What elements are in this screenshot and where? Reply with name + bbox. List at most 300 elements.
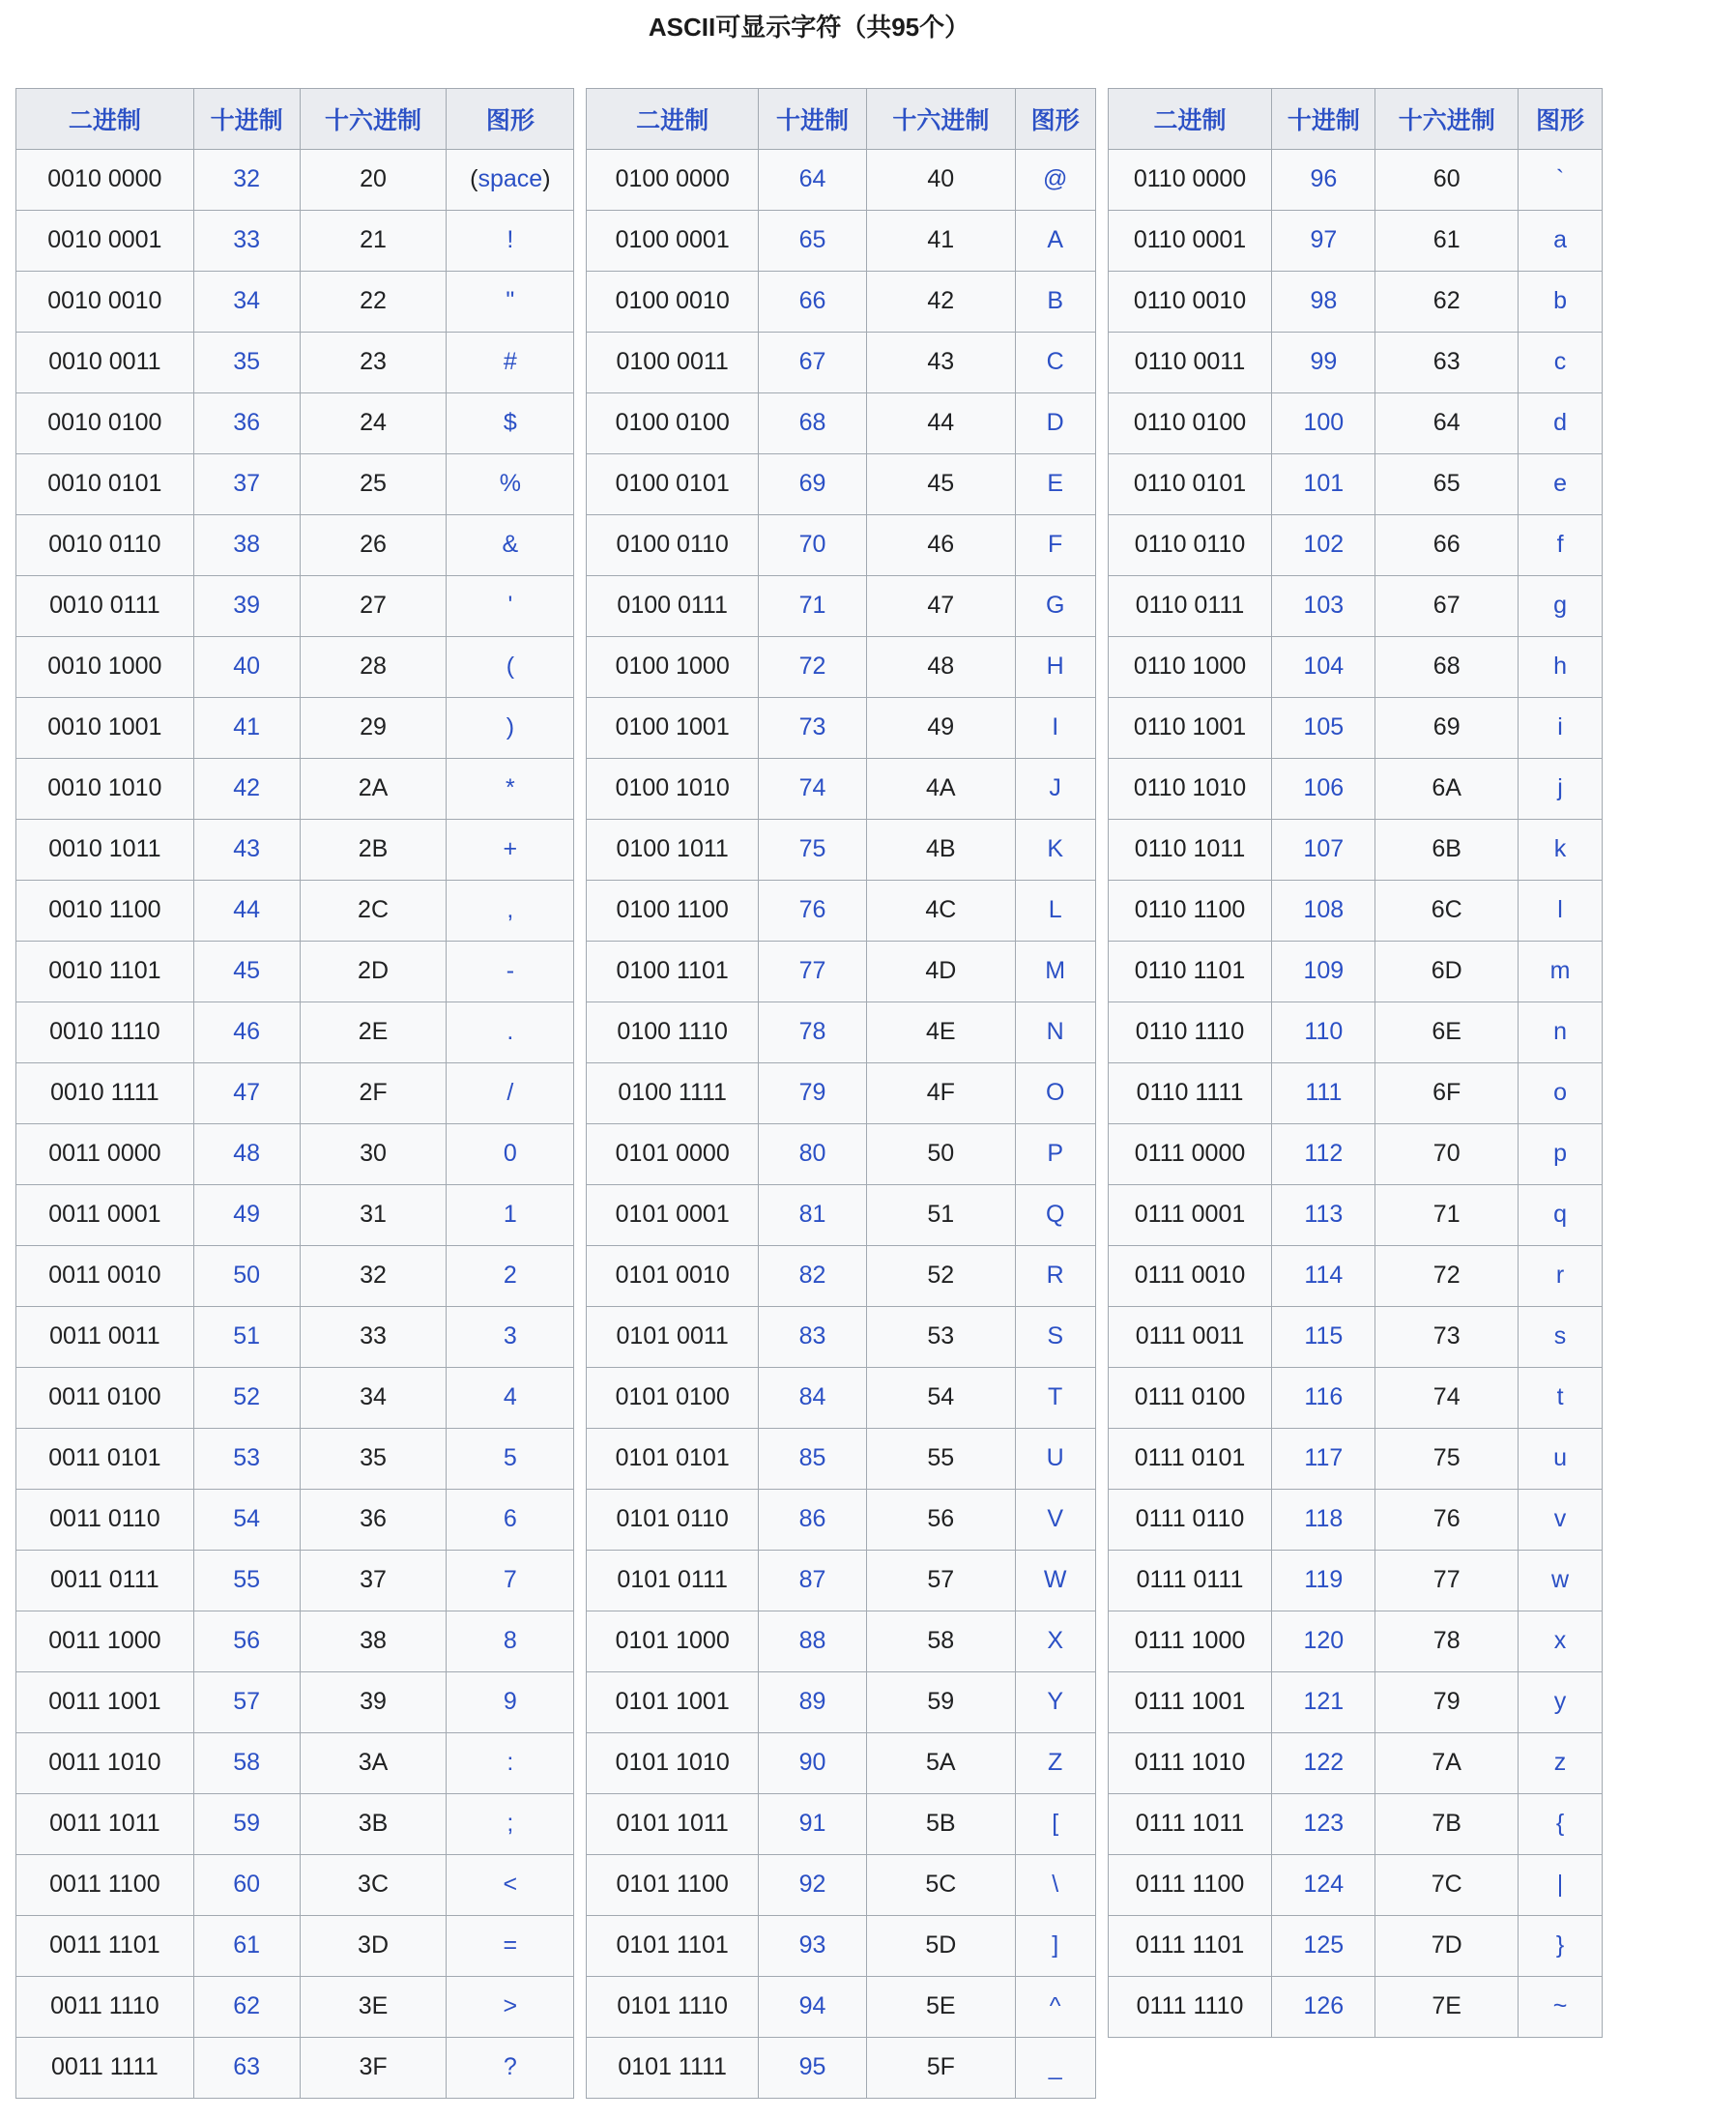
header-link[interactable]: 十进制 — [210, 106, 283, 134]
glyph-link[interactable]: m — [1549, 957, 1571, 984]
binary-cell: 0011 1011 — [16, 1793, 194, 1854]
decimal-link[interactable]: 70 — [798, 531, 826, 558]
glyph-link[interactable]: d — [1553, 409, 1567, 436]
decimal-cell — [193, 636, 300, 697]
glyph-link[interactable]: a — [1553, 226, 1567, 253]
glyph-link[interactable]: % — [499, 470, 521, 497]
decimal-link[interactable]: 83 — [798, 1322, 826, 1350]
decimal-link[interactable]: 88 — [798, 1627, 826, 1654]
decimal-link[interactable]: 50 — [233, 1262, 261, 1289]
decimal-link[interactable]: 32 — [233, 165, 261, 192]
binary-cell: 0100 0100 — [587, 392, 759, 453]
decimal-cell — [193, 1915, 300, 1976]
decimal-link[interactable]: 110 — [1304, 1018, 1344, 1045]
decimal-link[interactable]: 89 — [798, 1688, 826, 1715]
decimal-cell — [759, 1854, 867, 1915]
glyph-link[interactable]: g — [1553, 592, 1567, 619]
hex-cell: 3D — [300, 1915, 447, 1976]
binary-cell: 0111 0101 — [1108, 1428, 1272, 1489]
binary-cell: 0100 1001 — [587, 697, 759, 758]
table-row — [587, 636, 1095, 697]
decimal-link[interactable]: 48 — [233, 1140, 261, 1167]
glyph-link[interactable]: B — [1047, 287, 1064, 314]
decimal-link[interactable]: 58 — [233, 1749, 261, 1776]
decimal-link[interactable]: 91 — [798, 1810, 826, 1837]
header-cell — [1108, 88, 1272, 149]
glyph-link[interactable]: } — [1555, 1931, 1565, 1959]
glyph-link[interactable]: C — [1046, 348, 1064, 375]
hex-cell: 26 — [300, 514, 447, 575]
glyph-link[interactable]: c — [1553, 348, 1567, 375]
hex-cell: 7C — [1375, 1854, 1519, 1915]
glyph-link[interactable]: M — [1045, 957, 1066, 984]
hex-cell: 72 — [1375, 1245, 1519, 1306]
decimal-link[interactable]: 106 — [1303, 774, 1345, 801]
decimal-link[interactable]: 33 — [233, 226, 261, 253]
decimal-link[interactable]: 52 — [233, 1383, 261, 1410]
decimal-link[interactable]: 80 — [798, 1140, 826, 1167]
glyph-link[interactable]: & — [502, 531, 519, 558]
decimal-link[interactable]: 119 — [1304, 1566, 1344, 1593]
binary-cell: 0010 1011 — [16, 819, 194, 880]
glyph-link[interactable]: 8 — [503, 1627, 517, 1654]
decimal-cell — [1272, 392, 1375, 453]
decimal-cell — [759, 1550, 867, 1611]
glyph-link[interactable]: N — [1046, 1018, 1064, 1045]
hex-cell: 43 — [866, 332, 1015, 392]
table-row — [1108, 1428, 1602, 1489]
decimal-link[interactable]: 108 — [1303, 896, 1345, 923]
binary-cell: 0111 0110 — [1108, 1489, 1272, 1550]
decimal-link[interactable]: 44 — [233, 896, 261, 923]
header-row — [16, 88, 574, 149]
table-row — [16, 697, 574, 758]
glyph-link[interactable]: x — [1553, 1627, 1567, 1654]
glyph-link[interactable]: O — [1045, 1079, 1065, 1106]
decimal-cell — [759, 697, 867, 758]
decimal-link[interactable]: 86 — [798, 1505, 826, 1532]
glyph-link[interactable]: p — [1553, 1140, 1567, 1167]
glyph-link[interactable]: space — [477, 165, 543, 192]
decimal-cell — [759, 758, 867, 819]
table-row — [1108, 1732, 1602, 1793]
glyph-link[interactable]: 2 — [503, 1262, 517, 1289]
decimal-link[interactable]: 49 — [233, 1201, 261, 1228]
glyph-link[interactable]: q — [1553, 1201, 1567, 1228]
glyph-link[interactable]: Z — [1048, 1749, 1063, 1776]
glyph-cell — [447, 1854, 574, 1915]
glyph-link[interactable]: e — [1553, 470, 1567, 497]
table-row — [16, 1123, 574, 1184]
decimal-link[interactable]: 36 — [233, 409, 261, 436]
glyph-link[interactable]: D — [1046, 409, 1064, 436]
decimal-cell — [193, 575, 300, 636]
hex-cell: 32 — [300, 1245, 447, 1306]
table-row — [587, 1732, 1095, 1793]
decimal-link[interactable]: 42 — [233, 774, 261, 801]
decimal-cell — [193, 1550, 300, 1611]
glyph-link[interactable]: ; — [506, 1810, 514, 1837]
decimal-link[interactable]: 111 — [1305, 1079, 1343, 1106]
header-link[interactable]: 二进制 — [68, 106, 141, 134]
decimal-link[interactable]: 37 — [233, 470, 261, 497]
decimal-link[interactable]: 118 — [1304, 1505, 1344, 1532]
decimal-cell — [1272, 149, 1375, 210]
glyph-cell — [1519, 332, 1603, 392]
glyph-link[interactable]: " — [506, 287, 515, 314]
hex-cell: 70 — [1375, 1123, 1519, 1184]
header-cell — [866, 88, 1015, 149]
table-row — [16, 1550, 574, 1611]
hex-cell: 6B — [1375, 819, 1519, 880]
decimal-link[interactable]: 115 — [1304, 1322, 1344, 1350]
decimal-link[interactable]: 124 — [1303, 1871, 1345, 1898]
glyph-link[interactable]: L — [1048, 896, 1062, 923]
decimal-link[interactable]: 72 — [798, 653, 826, 680]
glyph-link[interactable]: ' — [507, 592, 513, 619]
binary-cell: 0011 0111 — [16, 1550, 194, 1611]
decimal-link[interactable]: 94 — [798, 1992, 826, 2019]
binary-cell: 0010 0111 — [16, 575, 194, 636]
decimal-cell — [759, 1611, 867, 1671]
glyph-cell — [1015, 819, 1095, 880]
glyph-cell — [1015, 1123, 1095, 1184]
table-row — [16, 332, 574, 392]
decimal-link[interactable]: 87 — [798, 1566, 826, 1593]
glyph-cell — [1519, 149, 1603, 210]
decimal-link[interactable]: 76 — [798, 896, 826, 923]
hex-cell: 4F — [866, 1062, 1015, 1123]
glyph-link[interactable]: u — [1553, 1444, 1567, 1471]
hex-cell: 25 — [300, 453, 447, 514]
header-link[interactable]: 十六进制 — [325, 106, 422, 134]
header-link[interactable]: 十进制 — [775, 106, 849, 134]
table-row — [587, 1976, 1095, 2037]
table-row — [587, 1428, 1095, 1489]
decimal-link[interactable]: 78 — [798, 1018, 826, 1045]
decimal-link[interactable]: 63 — [233, 2053, 261, 2080]
table-row — [16, 1489, 574, 1550]
glyph-link[interactable]: ^ — [1049, 1992, 1061, 2019]
glyph-link[interactable]: w — [1551, 1566, 1570, 1593]
table-row — [16, 453, 574, 514]
glyph-cell — [1519, 453, 1603, 514]
glyph-link[interactable]: > — [503, 1992, 518, 2019]
decimal-link[interactable]: 100 — [1303, 409, 1345, 436]
glyph-cell — [1015, 1184, 1095, 1245]
header-link[interactable]: 十六进制 — [892, 106, 990, 134]
decimal-link[interactable]: 112 — [1304, 1140, 1344, 1167]
decimal-link[interactable]: 120 — [1303, 1627, 1345, 1654]
decimal-link[interactable]: 96 — [1310, 165, 1338, 192]
glyph-link[interactable]: s — [1553, 1322, 1567, 1350]
binary-cell: 0110 1011 — [1108, 819, 1272, 880]
decimal-link[interactable]: 35 — [233, 348, 261, 375]
decimal-link[interactable]: 101 — [1303, 470, 1345, 497]
glyph-link[interactable]: Y — [1047, 1688, 1064, 1715]
decimal-link[interactable]: 105 — [1303, 713, 1345, 740]
glyph-link[interactable]: S — [1047, 1322, 1064, 1350]
glyph-link[interactable]: t — [1556, 1383, 1564, 1410]
header-link[interactable]: 二进制 — [1153, 106, 1227, 134]
glyph-paren-close: ) — [542, 165, 551, 192]
decimal-link[interactable]: 121 — [1303, 1688, 1345, 1715]
decimal-cell — [193, 1976, 300, 2037]
decimal-link[interactable]: 73 — [798, 713, 826, 740]
decimal-cell — [1272, 271, 1375, 332]
hex-cell: 7B — [1375, 1793, 1519, 1854]
decimal-link[interactable]: 92 — [798, 1871, 826, 1898]
glyph-link[interactable]: < — [503, 1871, 518, 1898]
glyph-link[interactable]: i — [1557, 713, 1563, 740]
glyph-link[interactable]: / — [506, 1079, 514, 1106]
decimal-link[interactable]: 56 — [233, 1627, 261, 1654]
glyph-cell — [447, 1001, 574, 1062]
glyph-link[interactable]: , — [506, 896, 514, 923]
glyph-link[interactable]: A — [1047, 226, 1064, 253]
glyph-link[interactable]: ~ — [1552, 1992, 1568, 2019]
glyph-link[interactable]: V — [1047, 1505, 1064, 1532]
glyph-link[interactable]: ) — [506, 713, 515, 740]
table-row — [587, 1001, 1095, 1062]
table-row — [16, 880, 574, 941]
hex-cell: 29 — [300, 697, 447, 758]
decimal-link[interactable]: 82 — [798, 1262, 826, 1289]
decimal-link[interactable]: 102 — [1303, 531, 1345, 558]
hex-cell: 6E — [1375, 1001, 1519, 1062]
decimal-link[interactable]: 53 — [233, 1444, 261, 1471]
glyph-link[interactable]: G — [1045, 592, 1065, 619]
decimal-link[interactable]: 67 — [798, 348, 826, 375]
decimal-link[interactable]: 126 — [1303, 1992, 1345, 2019]
glyph-link[interactable]: j — [1557, 774, 1563, 801]
hex-cell: 67 — [1375, 575, 1519, 636]
glyph-link[interactable]: F — [1048, 531, 1063, 558]
decimal-link[interactable]: 125 — [1303, 1931, 1345, 1959]
glyph-link[interactable]: U — [1046, 1444, 1064, 1471]
glyph-link[interactable]: ! — [506, 226, 514, 253]
glyph-link[interactable]: { — [1555, 1810, 1565, 1837]
glyph-link[interactable]: b — [1553, 287, 1567, 314]
decimal-cell — [759, 636, 867, 697]
glyph-link[interactable]: 9 — [503, 1688, 517, 1715]
header-link[interactable]: 图形 — [485, 106, 535, 134]
decimal-link[interactable]: 66 — [798, 287, 826, 314]
decimal-link[interactable]: 74 — [798, 774, 826, 801]
glyph-cell — [1015, 453, 1095, 514]
header-cell — [447, 88, 574, 149]
binary-cell: 0110 0110 — [1108, 514, 1272, 575]
glyph-cell — [447, 210, 574, 271]
glyph-cell — [1519, 1428, 1603, 1489]
decimal-link[interactable]: 59 — [233, 1810, 261, 1837]
decimal-link[interactable]: 79 — [798, 1079, 826, 1106]
glyph-link[interactable]: T — [1048, 1383, 1063, 1410]
glyph-link[interactable]: 7 — [503, 1566, 517, 1593]
decimal-link[interactable]: 51 — [233, 1322, 261, 1350]
decimal-link[interactable]: 109 — [1303, 957, 1345, 984]
header-link[interactable]: 图形 — [1030, 106, 1080, 134]
decimal-link[interactable]: 40 — [233, 653, 261, 680]
decimal-link[interactable]: 116 — [1304, 1383, 1344, 1410]
decimal-cell — [759, 1184, 867, 1245]
decimal-link[interactable]: 104 — [1303, 653, 1345, 680]
hex-cell: 58 — [866, 1611, 1015, 1671]
glyph-link[interactable]: [ — [1052, 1810, 1059, 1837]
hex-cell: 60 — [1375, 149, 1519, 210]
glyph-link[interactable]: $ — [503, 409, 517, 436]
binary-cell: 0101 0111 — [587, 1550, 759, 1611]
glyph-link[interactable]: h — [1553, 653, 1567, 680]
glyph-link[interactable]: K — [1047, 835, 1064, 862]
hex-cell: 37 — [300, 1550, 447, 1611]
decimal-link[interactable]: 81 — [798, 1201, 826, 1228]
decimal-link[interactable]: 62 — [233, 1992, 261, 2019]
decimal-link[interactable]: 46 — [233, 1018, 261, 1045]
glyph-link[interactable]: r — [1555, 1262, 1565, 1289]
decimal-link[interactable]: 107 — [1303, 835, 1345, 862]
glyph-cell — [1015, 149, 1095, 210]
glyph-link[interactable]: v — [1553, 1505, 1567, 1532]
glyph-cell — [1519, 1732, 1603, 1793]
decimal-link[interactable]: 114 — [1304, 1262, 1344, 1289]
table-row — [1108, 697, 1602, 758]
decimal-link[interactable]: 90 — [798, 1749, 826, 1776]
glyph-link[interactable]: 1 — [503, 1201, 517, 1228]
decimal-link[interactable]: 71 — [798, 592, 826, 619]
decimal-link[interactable]: 68 — [798, 409, 826, 436]
decimal-link[interactable]: 99 — [1310, 348, 1338, 375]
decimal-link[interactable]: 57 — [233, 1688, 261, 1715]
decimal-link[interactable]: 54 — [233, 1505, 261, 1532]
decimal-link[interactable]: 123 — [1303, 1810, 1345, 1837]
table-row — [16, 758, 574, 819]
decimal-cell — [193, 1428, 300, 1489]
decimal-link[interactable]: 93 — [798, 1931, 826, 1959]
decimal-link[interactable]: 39 — [233, 592, 261, 619]
glyph-link[interactable]: 4 — [503, 1383, 517, 1410]
decimal-link[interactable]: 103 — [1303, 592, 1345, 619]
glyph-link[interactable]: H — [1046, 653, 1064, 680]
decimal-cell — [193, 1001, 300, 1062]
decimal-link[interactable]: 47 — [233, 1079, 261, 1106]
decimal-link[interactable]: 41 — [233, 713, 261, 740]
decimal-link[interactable]: 43 — [233, 835, 261, 862]
glyph-cell — [447, 636, 574, 697]
glyph-link[interactable]: P — [1047, 1140, 1064, 1167]
glyph-link[interactable]: I — [1052, 713, 1059, 740]
glyph-link[interactable]: 3 — [503, 1322, 517, 1350]
decimal-link[interactable]: 55 — [233, 1566, 261, 1593]
decimal-cell — [759, 1489, 867, 1550]
glyph-link[interactable]: . — [506, 1018, 514, 1045]
glyph-cell — [1015, 636, 1095, 697]
decimal-link[interactable]: 34 — [233, 287, 261, 314]
glyph-link[interactable]: R — [1046, 1262, 1064, 1289]
glyph-link[interactable]: @ — [1042, 165, 1068, 192]
header-link[interactable]: 十六进制 — [1398, 106, 1495, 134]
glyph-link[interactable]: n — [1553, 1018, 1567, 1045]
glyph-link[interactable]: | — [1556, 1871, 1564, 1898]
glyph-link[interactable]: J — [1049, 774, 1061, 801]
decimal-link[interactable]: 60 — [233, 1871, 261, 1898]
decimal-cell — [193, 271, 300, 332]
glyph-link[interactable]: o — [1553, 1079, 1567, 1106]
glyph-link[interactable]: y — [1553, 1688, 1567, 1715]
glyph-link[interactable]: + — [503, 835, 518, 862]
glyph-link[interactable]: # — [503, 348, 517, 375]
decimal-link[interactable]: 38 — [233, 531, 261, 558]
decimal-link[interactable]: 95 — [798, 2053, 826, 2080]
decimal-link[interactable]: 75 — [798, 835, 826, 862]
glyph-link[interactable]: f — [1556, 531, 1564, 558]
decimal-cell — [759, 392, 867, 453]
glyph-link[interactable]: ( — [506, 653, 515, 680]
decimal-cell — [1272, 1001, 1375, 1062]
glyph-link[interactable]: ] — [1052, 1931, 1059, 1959]
hex-cell: 2C — [300, 880, 447, 941]
binary-cell: 0111 0111 — [1108, 1550, 1272, 1611]
decimal-link[interactable]: 65 — [798, 226, 826, 253]
glyph-link[interactable]: E — [1047, 470, 1064, 497]
glyph-link[interactable]: = — [503, 1931, 518, 1959]
decimal-link[interactable]: 84 — [798, 1383, 826, 1410]
glyph-link[interactable]: l — [1557, 896, 1563, 923]
glyph-link[interactable]: W — [1043, 1566, 1067, 1593]
decimal-link[interactable]: 77 — [798, 957, 826, 984]
decimal-link[interactable]: 97 — [1310, 226, 1338, 253]
table-row — [1108, 1123, 1602, 1184]
decimal-link[interactable]: 122 — [1303, 1749, 1345, 1776]
decimal-link[interactable]: 113 — [1304, 1201, 1344, 1228]
hex-cell: 27 — [300, 575, 447, 636]
header-link[interactable]: 十进制 — [1287, 106, 1360, 134]
header-link[interactable]: 图形 — [1536, 106, 1585, 134]
decimal-link[interactable]: 85 — [798, 1444, 826, 1471]
glyph-link[interactable]: k — [1553, 835, 1567, 862]
glyph-link[interactable]: * — [505, 774, 515, 801]
glyph-link[interactable]: : — [506, 1749, 514, 1776]
header-cell — [1015, 88, 1095, 149]
header-cell — [587, 88, 759, 149]
glyph-cell — [447, 1550, 574, 1611]
hex-cell: 6A — [1375, 758, 1519, 819]
hex-cell: 71 — [1375, 1184, 1519, 1245]
glyph-link[interactable]: ? — [503, 2053, 517, 2080]
decimal-link[interactable]: 64 — [798, 165, 826, 192]
glyph-link[interactable]: 5 — [503, 1444, 517, 1471]
glyph-link[interactable]: ` — [1555, 165, 1565, 192]
decimal-link[interactable]: 61 — [233, 1931, 261, 1959]
glyph-link[interactable]: Q — [1045, 1201, 1065, 1228]
glyph-link[interactable]: 0 — [503, 1140, 517, 1167]
glyph-link[interactable]: z — [1553, 1749, 1567, 1776]
glyph-link[interactable]: 6 — [503, 1505, 517, 1532]
decimal-link[interactable]: 98 — [1310, 287, 1338, 314]
binary-cell: 0111 1001 — [1108, 1671, 1272, 1732]
table-row — [16, 1062, 574, 1123]
decimal-link[interactable]: 69 — [798, 470, 826, 497]
glyph-link[interactable]: X — [1047, 1627, 1064, 1654]
header-link[interactable]: 二进制 — [636, 106, 709, 134]
glyph-link[interactable]: - — [506, 957, 515, 984]
table-row — [16, 1915, 574, 1976]
glyph-link[interactable]: _ — [1048, 2053, 1062, 2080]
glyph-link[interactable]: \ — [1052, 1871, 1059, 1898]
decimal-link[interactable]: 117 — [1304, 1444, 1344, 1471]
decimal-cell — [193, 332, 300, 392]
decimal-link[interactable]: 45 — [233, 957, 261, 984]
